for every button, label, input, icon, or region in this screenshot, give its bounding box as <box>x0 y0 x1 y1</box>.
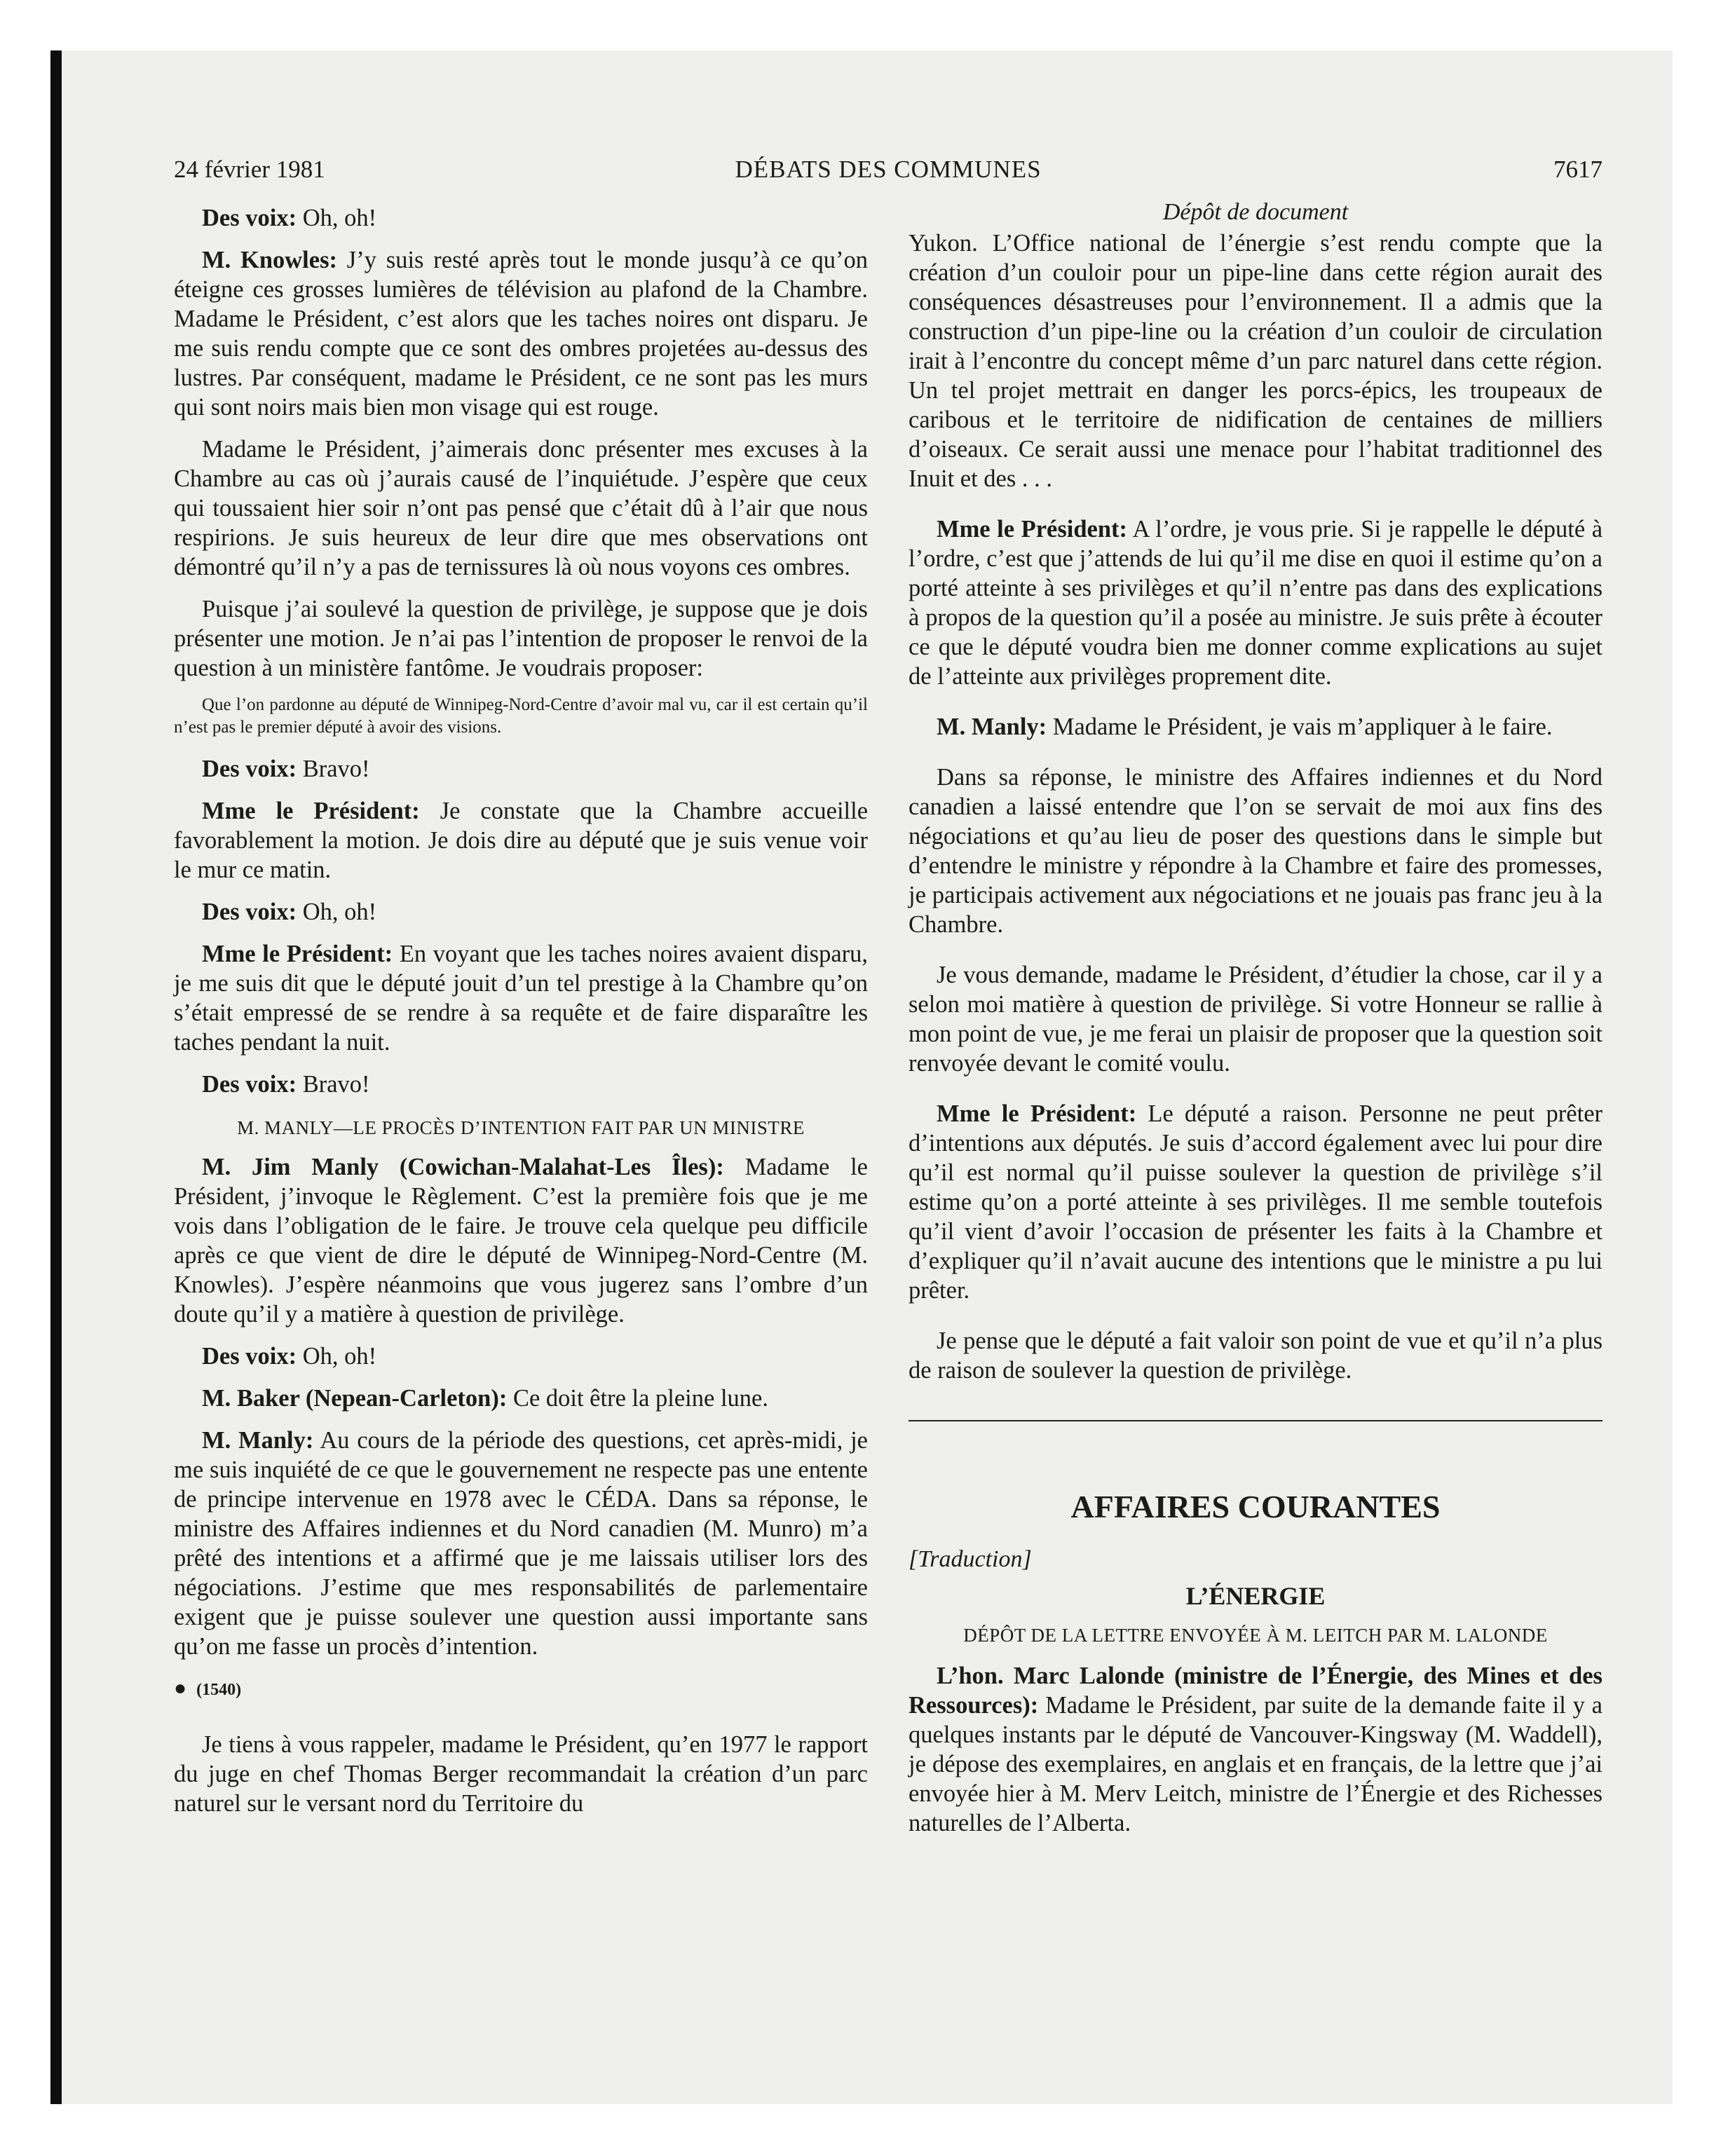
paragraph: Des voix: Bravo! <box>202 756 370 782</box>
subject-heading: L’ÉNERGIE <box>1185 1582 1326 1610</box>
speaker: M. Knowles: <box>202 247 337 273</box>
bullet-icon: ● <box>174 1677 187 1700</box>
paragraph: M. Manly: Au cours de la période des questions, cet après-midi, je me suis inquiété de ce que le gouvernement ne respecte pas une entente de principe intervenue en 1978 avec le CÉDA. Dans sa réponse, le ministre des Affaires indiennes et du Nord canadien (M. Munro) m’a prêté des intentions et a affirmé que je me laissais utiliser lors des négociations. J’estime que mes responsabilités de parlementaire exigent que je puisse soulever une question aussi importante sans qu’on me fasse un procès d’intention. <box>174 1427 868 1660</box>
binding-edge <box>50 50 62 2104</box>
paragraph: Mme le Président: Le député a raison. Personne ne peut prêter d’intentions aux députés. Je suis d’accord également avec lui pour dire qu’il est normal qu’il puisse soulever la question de privilège s’il estime qu’on a porté atteinte à ses privilèges. Il me semble toutefois qu’il vient d’avoir l’occasion de présenter les faits à la Chambre et d’expliquer qu’il n’avait aucune des intentions que le ministre a pu lui prêter. <box>909 1100 1603 1304</box>
paragraph: Puisque j’ai soulevé la question de privilège, je suppose que je dois présenter une motion. Je n’ai pas l’intention de proposer le renvoi de la question à un ministère fantôme. Je voudrais proposer: <box>174 596 868 681</box>
section-heading: M. MANLY—LE PROCÈS D’INTENTION FAIT PAR UN MINISTRE <box>237 1117 805 1138</box>
right-column <box>909 198 1603 1850</box>
paragraph: M. Jim Manly (Cowichan-Malahat-Les Îles): Madame le Président, j’invoque le Règlement. C’est la première fois que je me vois dans l’obligation de le faire. Je trouve cela quelque peu difficile après ce que vient de dire le député de Winnipeg-Nord-Centre (M. Knowles). J’espère néanmoins que vous jugerez sans l’ombre d’un doute qu’il y a matière à question de privilège. <box>174 1154 868 1328</box>
speaker: M. Baker (Nepean-Carleton): <box>202 1385 508 1412</box>
speaker: Mme le Président: <box>202 798 420 824</box>
paragraph: Je pense que le député a fait valoir son point de vue et qu’il n’a plus de raison de soulever la question de privilège. <box>909 1328 1603 1384</box>
paragraph: Dans sa réponse, le ministre des Affaires indiennes et du Nord canadien a laissé entendre que l’on se servait de moi aux fins des négociations et qu’au lieu de poser des questions dans le simple but d’entendre le ministre y répondre à la Chambre et faire des promesses, je participais activement aux négociations et ne jouais pas franc jeu à la Chambre. <box>909 764 1603 938</box>
paragraph: M. Knowles: J’y suis resté après tout le monde jusqu’à ce qu’on éteigne ces grosses lumières de télévision au plafond de la Chambre. Madame le Président, c’est alors que les taches noires ont disparu. Je me suis rendu compte que ce sont des ombres projetées au-dessus des lustres. Par conséquent, madame le Président, ce ne sont pas les murs qui sont noirs mais bien mon visage qui est rouge. <box>174 247 868 421</box>
paragraph: L’hon. Marc Lalonde (ministre de l’Énergie, des Mines et des Ressources): Madame le Président, par suite de la demande faite il y a quelques instants par le député de Vancouver-Kingsway (M. Waddell), je dépose des exemplaires, en anglais et en français, de la lettre que j’ai envoyée hier à M. Merv Leitch, ministre de l’Énergie et des Richesses naturelles de l’Alberta. <box>909 1663 1603 1836</box>
paragraph: Des voix: Bravo! <box>202 1071 370 1098</box>
paragraph: Mme le Président: A l’ordre, je vous prie. Si je rappelle le député à l’ordre, c’est que j’attends de lui qu’il me dise en quoi il estime qu’on a porté atteinte à ses privilèges et qu’il n’entre pas dans des explications à propos de la question qu’il a posée au ministre. Je suis prête à écouter ce que le député voudra bien me donner comme explications au sujet de l’atteinte aux privilèges proprement dite. <box>909 516 1603 690</box>
left-column <box>174 203 868 1831</box>
speaker: M. Jim Manly (Cowichan-Malahat-Les Îles): <box>202 1154 724 1180</box>
speaker: Mme le Président: <box>202 941 393 967</box>
paragraph: Madame le Président, j’aimerais donc présenter mes excuses à la Chambre au cas où j’aurais causé de l’inquiétude. J’espère que ceux qui toussaient hier soir n’ont pas pensé que c’était dû à l’air que nous respirions. Je suis heureux de leur dire que mes observations ont démontré qu’il n’y a pas de ternissures là où nous voyons ces ombres. <box>174 436 868 580</box>
speaker: Des voix: <box>202 205 297 231</box>
speaker: Des voix: <box>202 1343 297 1370</box>
paragraph: Yukon. L’Office national de l’énergie s’est rendu compte que la création d’un couloir pour un pipe-line dans cette région aurait des conséquences désastreuses pour l’environnement. Il a admis que la construction d’un pipe-line ou la création d’un couloir de circulation irait à l’encontre du concept même d’un parc naturel dans cette région. Un tel projet mettrait en danger les porcs-épics, les troupeaux de caribous et le territoire de nidification de centaines de milliers d’oiseaux. Ce serait aussi une menace pour l’habitat traditionnel des Inuit et des . . . <box>909 230 1603 492</box>
paragraph: Mme le Président: En voyant que les taches noires avaient disparu, je me suis dit que le député jouit d’un tel prestige à la Chambre qu’on s’était empressé de se rendre à sa requête et de faire disparaître les taches pendant la nuit. <box>174 941 869 1056</box>
speaker: Mme le Président: <box>937 516 1128 543</box>
subject-detail: DÉPÔT DE LA LETTRE ENVOYÉE À M. LEITCH PAR M. LALONDE <box>963 1625 1548 1646</box>
time-marker: ● (1540) <box>174 1677 242 1700</box>
paragraph: Mme le Président: Je constate que la Chambre accueille favorablement la motion. Je dois dire au député que je suis venue voir le mur ce matin. <box>174 798 869 883</box>
speaker: L’hon. Marc Lalonde (ministre de l’Énergie, des Mines et des Ressources): <box>909 1663 1603 1719</box>
speaker: M. Manly: <box>937 714 1047 740</box>
motion-quote: Que l’on pardonne au député de Winnipeg-Nord-Centre d’avoir mal vu, car il est certain qu’il n’est pas le premier député à avoir des visions. <box>174 695 868 737</box>
header-title: DÉBATS DES COMMUNES <box>735 156 1042 183</box>
paragraph: Je vous demande, madame le Président, d’étudier la chose, car il y a selon moi matière à question de privilège. Si votre Honneur se rallie à mon point de vue, je me ferai un plaisir de proposer que la question soit renvoyée devant le comité voulu. <box>909 962 1603 1077</box>
page-header <box>174 156 1603 192</box>
paragraph: M. Manly: Madame le Président, je vais m’appliquer à le faire. <box>937 714 1553 740</box>
paragraph: Des voix: Oh, oh! <box>202 205 377 231</box>
section-divider <box>909 1420 1603 1421</box>
paragraph: M. Baker (Nepean-Carleton): Ce doit être la pleine lune. <box>202 1385 768 1412</box>
header-page-number: 7617 <box>1553 156 1603 183</box>
header-date: 24 février 1981 <box>174 156 325 183</box>
paragraph: Des voix: Oh, oh! <box>202 1343 377 1370</box>
speaker: M. Manly: <box>202 1427 314 1454</box>
speaker: Des voix: <box>202 899 297 925</box>
section-title: AFFAIRES COURANTES <box>1070 1489 1441 1524</box>
speaker: Des voix: <box>202 1071 297 1098</box>
paragraph: Je tiens à vous rappeler, madame le Président, qu’en 1977 le rapport du juge en chef Thomas Berger recommandait la création d’un parc naturel sur le versant nord du Territoire du <box>174 1731 868 1817</box>
translation-note: [Traduction] <box>909 1546 1032 1572</box>
running-head: Dépôt de document <box>1162 199 1349 225</box>
speaker: Des voix: <box>202 756 297 782</box>
speaker: Mme le Président: <box>937 1100 1137 1127</box>
paragraph: Des voix: Oh, oh! <box>202 899 377 925</box>
